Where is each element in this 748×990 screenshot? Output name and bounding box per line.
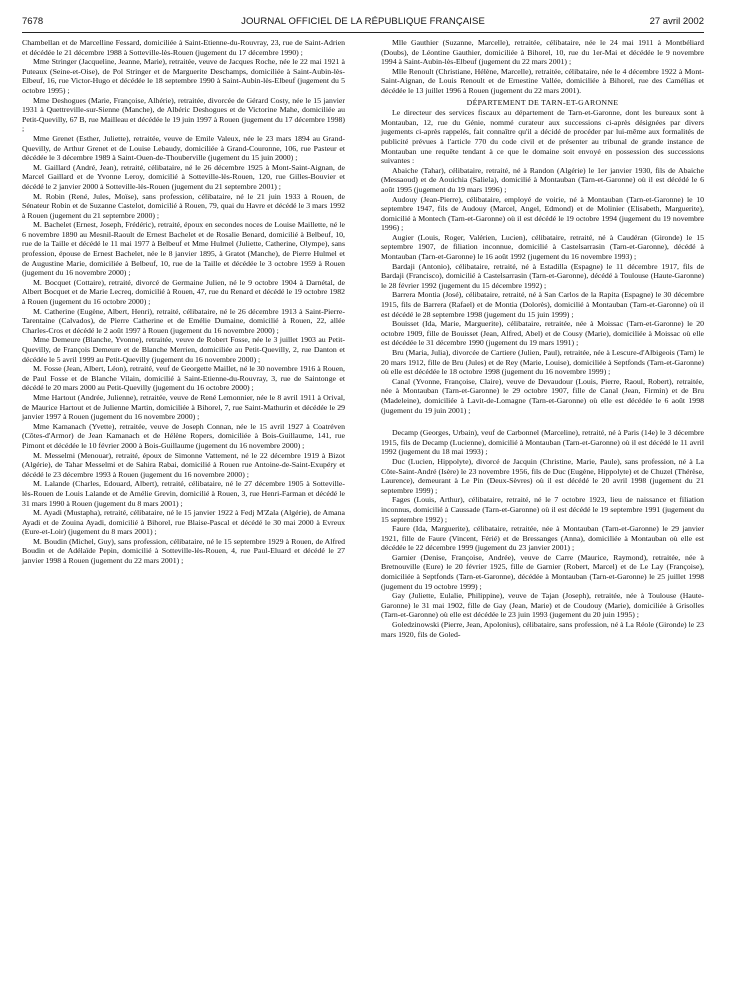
notice-paragraph: Audouy (Jean-Pierre), célibataire, employé de voirie, né à Montauban (Tarn-et-Garonne) le 10 septembre 1947, fils de Audouy (Marcel, Angel, Edmond) et de Molinier (Elisabeth, Marguerite), domicilié à Montech (Tarn-et-Garonne) où il est décédé le 19 octobre 1994 (jugement du 19 novembre 1996) ; [381,194,704,233]
notice-paragraph: M. Lalande (Charles, Edouard, Albert), retraité, célibataire, né le 27 décembre 1905 à Sotteville-lès-Rouen de Louis Lalande et de Amélie Grevin, domicilié à Rouen, 3, rue Henri-Farman et décédé le 31 mars 1990 à Rouen (jugement du 8 mars 2001) ; [22,479,345,508]
header-rule [22,32,704,33]
notice-paragraph: Mme Deshogues (Marie, Françoise, Alhérie), retraitée, divorcée de Gérard Costy, née le 15 janvier 1931 à Quettreville-sur-Sienne (Manche), de Albéric Deshogues et de Victorine Mahe, domiciliée au Petit-Quevilly, 67 B, rue Mailleau et décédée le 19 juin 1997 à Rouen (jugement du 17 décembre 1998) ; [22,95,345,134]
notice-paragraph: M. Messelmi (Menouar), retraité, époux de Simonne Vattement, né le 22 décembre 1919 à Bizot (Algérie), de Tahar Messelmi et de Sahira Rabai, domicilié à Rouen rue Antoine-de-Saint-Exupéry et décédé le 23 décembre 1993 à Rouen (jugement du 16 novembre 2000) ; [22,450,345,479]
notice-paragraph: Bardaji (Antonio), célibataire, retraité, né à Estadilla (Espagne) le 11 décembre 1917, fils de Bardaji (Francisco), domicilié à Castelsarrasin (Tarn-et-Garonne), décédé à Toulouse (Haute-Garonne) le 28 février 1992 (jugement du 15 décembre 1992) ; [381,261,704,290]
notice-paragraph: Fages (Louis, Arthur), célibataire, retraité, né le 7 octobre 1923, lieu de naissance et filiation inconnus, domicilié à Caussade (Tarn-et-Garonne) où il est décédé le 19 septembre 1991 (jugement du 15 septembre 1992) ; [381,495,704,524]
left-column [22,38,345,566]
journal-title: JOURNAL OFFICIEL DE LA RÉPUBLIQUE FRANÇAISE [241,16,485,27]
notice-paragraph: Mme Demeure (Blanche, Yvonne), retraitée, veuve de Robert Fosse, née le 3 juillet 1903 au Petit-Quevilly, de François Demeure et de Blanche Merrien, domiciliée au Petit-Quevilly, 2, rue Danton et décédée le 5 avril 1999 au Petit-Quevilly (jugement du 16 novembre 2000) ; [22,335,345,364]
intro-paragraph: Le directeur des services fiscaux au département de Tarn-et-Garonne, dont les bureaux sont à Montauban, 12, rue du Génie, nommé curateur aux successions ci-après désignées par divers jugements ci-après rappelés, fait connaître qu'il a décidé de procéder par lui-même aux formalités de publicité prévues à l'article 770 du code civil et de présenter au tribunal de grande instance de Montauban une requête tendant à ce que le domaine soit envoyé en possession des successions suivantes : [381,108,704,166]
notice-paragraph: Augier (Louis, Roger, Valérien, Lucien), célibataire, retraité, né à Caudéran (Gironde) le 15 septembre 1907, de filiation inconnue, domicilié à Castelsarrasin (Tarn-et-Garonne), décédé à Montauban (Tarn-et-Garonne) le 16 août 1992 (jugement du 16 novembre 1993) ; [381,232,704,262]
notice-paragraph: Mme Kamanach (Yvette), retraitée, veuve de Joseph Connan, née le 15 avril 1927 à Coatréven (Côtes-d'Armor) de Jean Kamanach et de Hélène Ropers, domiciliée à Bois-Guillaume, 141, rue Pimont et décédée le 10 février 2000 à Bois-Guillaume (jugement du 16 novembre 2000) ; [22,421,345,450]
notice-paragraph: Mme Hartout (Andrée, Julienne), retraitée, veuve de René Lemonnier, née le 8 avril 1911 à Orival, de Maurice Hartout et de Julienne Martin, domiciliée à Bihorel, 7, rue Saint-Mathurin et décédée le 29 janvier 1997 à Rouen (jugement du 16 novembre 2000) ; [22,392,345,422]
notice-paragraph: Goledzinowski (Pierre, Jean, Apolonius), célibataire, sans profession, né à La Réole (Gironde) le 23 mars 1920, fils de Goled- [381,620,704,639]
right-column [381,38,704,639]
notice-paragraph: M. Boudin (Michel, Guy), sans profession, célibataire, né le 15 septembre 1929 à Rouen, de Alfred Boudin et de Adélaïde Pepin, domicilié à Sotteville-lès-Rouen, 4, rue Paul-Eluard et décédé le 27 janvier 1998 à Rouen (jugement du 22 mars 2001) ; [22,536,345,566]
notice-paragraph: M. Bocquet (Cottaire), retraité, divorcé de Germaine Julien, né le 9 octobre 1904 à Darnétal, de Albert Bocquet et de Marie Lecreq, domicilié à Rouen, 47, rue du Renard et décédé le 19 octobre 1982 à Rouen (jugement du 16 octobre 2000) ; [22,277,345,307]
notice-paragraph: Duc (Lucien, Hippolyte), divorcé de Jacquin (Christine, Marie, Paule), sans profession, né à La Côte-Saint-André (Isère) le 23 novembre 1956, fils de Duc (Eugène, Hippolyte) et de Chuzel (Thérèse, Laurence), demeurant à Le Pin (Deux-Sèvres) où il est décédé le 20 avril 1998 (jugement du 21 septembre 1999) ; [381,456,704,495]
notice-paragraph: Bru (Maria, Julia), divorcée de Cartiere (Julien, Paul), retraitée, née à Lescure-d'Albigeois (Tarn) le 20 mars 1912, fille de Bru (Jules) et de Rey (Marie, Louise), domiciliée à Septfonds (Tarn-et-Garonne) où elle est décédée le 18 octobre 1998 (jugement du 16 novembre 1999) ; [381,348,704,377]
notice-paragraph: Decamp (Georges, Urbain), veuf de Carbonnel (Marceline), retraité, né à Paris (14e) le 3 décembre 1915, fils de Decamp (Lucienne), domicilié à Montauban (Tarn-et-Garonne) où il est décédé le 11 avril 1992 (jugement du 18 mai 1993) ; [381,428,704,457]
notice-paragraph: Mlle Gauthier (Suzanne, Marcelle), retraitée, célibataire, née le 24 mai 1911 à Montbéliard (Doubs), de Léontine Gauthier, domiciliée à Bihorel, 10, rue du 1er-Mai et décédée le 9 novembre 1994 à Saint-Aubin-lès-Elbeuf (jugement du 22 mars 2001) ; [381,38,704,67]
notice-paragraph: M. Catherine (Eugène, Albert, Henri), retraité, célibataire, né le 26 décembre 1913 à Saint-Pierre-Tarentaine (Calvados), de Pierre Catherine et de Emélie Dumaine, domicilié à Rouen, 22, allée Charles-Cros et décédé le 2 août 1997 à Rouen (jugement du 16 novembre 2000) ; [22,306,345,335]
notice-paragraph: Mme Grenet (Esther, Juliette), retraitée, veuve de Emile Valeux, née le 23 mars 1894 au Grand-Quevilly, de Arthur Grenet et de Louise Lebaudy, domiciliée à Grand-Couronne, 106, rue Pasteur et décédée le 3 décembre 1989 à Saint-Ouen-de-Thouberville (jugement du 15 juin 2000) ; [22,133,345,163]
notice-paragraph: Mme Stringer (Jacqueline, Jeanne, Marie), retraitée, veuve de Jacques Roche, née le 22 mai 1921 à Puteaux (Seine-et-Oise), de Pol Stringer et de Marguerite Deschamps, domiciliée à Saint-Aubin-lès-Elbeuf, 16, rue Victor-Hugo et décédée le 18 septembre 1990 à Saint-Aubin-lès-Elbeuf (jugement du 5 octobre 1995) ; [22,57,345,95]
page-header [22,16,704,30]
notice-paragraph: M. Gaillard (André, Jean), retraité, célibataire, né le 26 décembre 1925 à Mont-Saint-Aignan, de Marcel Gaillard et de Yvonne Leroy, domicilié à Sotteville-lès-Rouen, 120, rue Gilles-Bouvier et décédé le 2 janvier 2000 à Sotteville-lès-Rouen (jugement du 21 septembre 2001) ; [22,162,345,191]
notice-paragraph: Bouisset (Ida, Marie, Marguerite), célibataire, retraitée, née à Moissac (Tarn-et-Garonne) le 20 octobre 1909, fille de Bouisset (Jean, Alfred, Abel) et de Cousy (Marie), domiciliée à Moissac où elle est décédée le 31 décembre 1990 (jugement du 19 mars 1991) ; [381,319,704,348]
notice-paragraph: Canal (Yvonne, Françoise, Claire), veuve de Devaudour (Louis, Pierre, Raoul, Robert), retraitée, née à Montauban (Tarn-et-Garonne) le 29 octobre 1907, fille de Canal (Jean, Firmin) et de Bru (Madeleine), domiciliée à Lavit-de-Lomagne (Tarn-et-Garonne) où elle est décédée le 6 août 1998 (jugement du 19 juin 2001) ; [381,376,704,415]
notice-paragraph: M. Fosse (Jean, Albert, Léon), retraité, veuf de Georgette Maillet, né le 30 novembre 1916 à Rouen, de Paul Fosse et de Blanche Vilain, domicilié à Saint-Etienne-du-Rouvray, 3, rue de Saintonge et décédé le 20 mars 2000 au Petit-Quevilly (jugement du 16 octobre 2000) ; [22,364,345,393]
notice-paragraph: M. Ayadi (Mustapha), retraité, célibataire, né le 15 janvier 1922 à Fedj M'Zala (Algérie), de Amana Ayadi et de Zouina Ayadi, domicilié à Bihorel, rue Blaise-Pascal et décédé le 30 mai 2000 à Evreux (Eure-et-Loir) (jugement du 8 mars 2001) ; [22,508,345,537]
notice-paragraph: Abaiche (Tahar), célibataire, retraité, né à Randon (Algérie) le 1er janvier 1930, fils de Abaiche (Messaoud) et de Aouichia (Saliela), domicilié à Montauban (Tarn-et-Garonne) où il est décédé le 6 août 1995 (jugement du 19 mars 1996) ; [381,165,704,194]
notice-paragraph: M. Robin (René, Jules, Moïse), sans profession, célibataire, né le 21 juin 1933 à Rouen, de Sénateur Robin et de Suzanne Castelot, domicilié à Rouen, 79, quai du Havre et décédé le 3 mars 1992 à Rouen (jugement du 21 septembre 2000) ; [22,191,345,220]
notice-paragraph: Chambellan et de Marcelline Fessard, domiciliée à Saint-Etienne-du-Rouvray, 23, rue de Saint-Adrien et décédée le 21 décembre 1988 à Sotteville-lès-Rouen (jugement du 17 décembre 1990) ; [22,38,345,57]
issue-date: 27 avril 2002 [649,16,704,27]
notice-paragraph: Garnier (Denise, Françoise, Andrée), veuve de Carre (Maurice, Raymond), retraitée, née à Bretnouville (Eure) le 20 février 1925, fille de Garnier (Robert, Marcel) et de Le Lay (Françoise), domiciliée à Septfonds (Tarn-et-Garonne), décédée à Montauban (Tarn-et-Garonne) le 25 juillet 1998 (jugement du 19 octobre 1999) ; [381,552,704,591]
page-number: 7678 [22,16,44,27]
notice-paragraph: Mlle Renoult (Christiane, Hélène, Marcelle), retraitée, célibataire, née le 4 décembre 1922 à Mont-Saint-Aignan, de Louis Renoult et de Ernestine Vallée, domiciliée à Bihorel, rue des Camélias et décédée le 13 juillet 1996 à Rouen (jugement du 22 mars 2001). [381,66,704,95]
notice-paragraph: Faure (Ida, Marguerite), célibataire, retraitée, née à Montauban (Tarn-et-Garonne) le 29 janvier 1921, fille de Faure (Vincent, Férié) et de Bressanges (Anna), domiciliée à Montauban où elle est décédée le 22 décembre 1999 (jugement du 23 janvier 2001) ; [381,524,704,553]
department-heading: DÉPARTEMENT DE TARN-ET-GARONNE [466,97,619,107]
notice-paragraph: Barrera Montia (José), célibataire, retraité, né à San Carlos de la Rapita (Espagne) le 30 décembre 1915, fils de Barrera (Rafael) et de Montia (Dolorès), domicilié à Montauban (Tarn-et-Garonne) où il est décédé le 28 septembre 1998 (jugement du 15 juin 1999) ; [381,290,704,319]
notice-paragraph: M. Bachelet (Ernest, Joseph, Frédéric), retraité, époux en secondes noces de Louise Maillette, né le 6 novembre 1890 au Mesnil-Raoult de Ernest Bachelet et de Rosalie Benard, domicilié à Belbeuf, 10, rue de la Taille et décédé le 11 mai 1977 à Belbeuf et Mme Hulmel (Juliette, Catherine, Olympe), sans profession, épouse de Ernest Bachelet, née le 8 janvier 1895, à Gratot (Manche), de Pierre Hulmel et de Augustine Marie, domiciliée à Belbeuf, 10, rue de la Taille et décédée le 3 octobre 1959 à Rouen (jugement du 16 novembre 2000) ; [22,220,345,278]
notice-paragraph: Gay (Juliette, Eulalie, Philippine), veuve de Tajan (Joseph), retraitée, née à Toulouse (Haute-Garonne) le 31 mai 1902, fille de Gay (Jean, Marie) et de Coudouy (Marie), domiciliée à Grisolles (Tarn-et-Garonne) où elle est décédée le 23 juin 1993 (jugement du 20 juin 1995) ; [381,591,704,620]
